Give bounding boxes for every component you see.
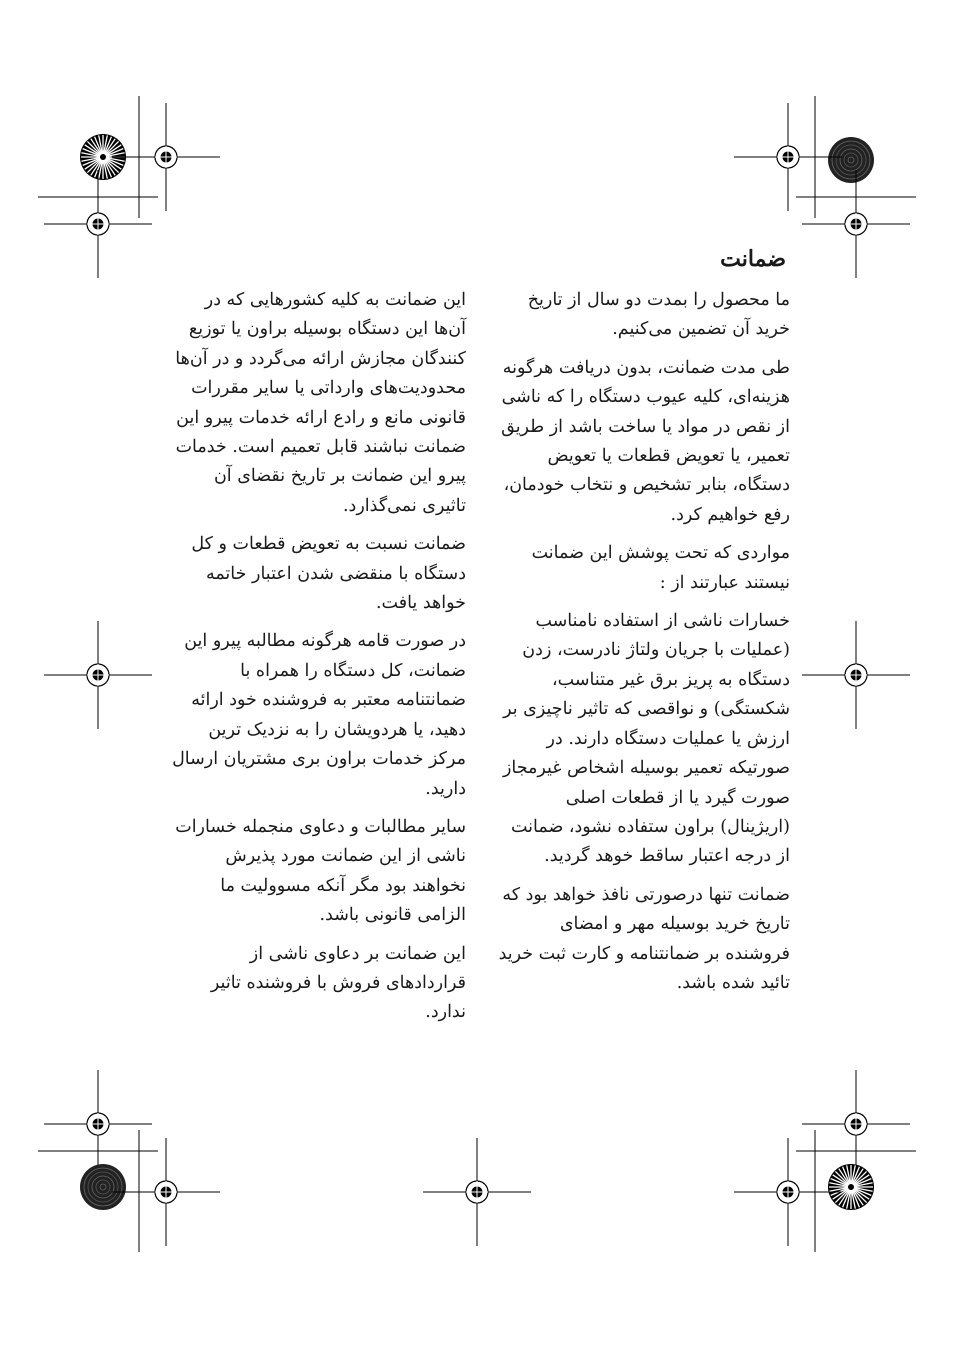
target-mark-top-left xyxy=(112,103,220,211)
page-title: ضمانت xyxy=(720,246,786,272)
target-mark-right-middle xyxy=(802,621,910,729)
target-mark-bottom-right xyxy=(734,1138,842,1246)
paragraph: ضمانت تنها درصورتی نافذ خواهد بود که تاریخ خرید بوسیله مهر و امضای فروشنده بر ضمانتنامه و کارت ثبت خرید تائید شده باشد. xyxy=(498,884,790,993)
paragraph: سایر مطالبات و دعاوی منجمله خسارات ناشی از این ضمانت مورد پذیرش نخواهند بود مگر آنکه مسوولیت ما الزامی قانونی باشد. xyxy=(175,816,466,926)
right-column xyxy=(494,286,790,1007)
paragraph: این ضمانت بر دعاوی ناشی از قراردادهای فروش با فروشنده تاثیر ندارد. xyxy=(210,943,466,1023)
paragraph: خسارات ناشی از استفاده نامناسب (عملیات با جریان ولتاژ نادرست، زدن دستگاه به پریز برق غیر متناسب، شکستگی) و نواقصی که تاثیر ناچیزی بر ارزش یا عملیات دستگاه دارند. در صورتیکه تعمیر بوسیله اشخاص غیرمجاز صورت گیرد یا از قطعات اصلی (اریژینال) براون ستفاده نشود، ضمانت از درجه اعتبار ساقط خوهد گردید. xyxy=(502,611,790,867)
moire-mark-top-right xyxy=(828,137,874,183)
paragraph: این ضمانت به کلیه کشورهایی که در آن‌ها این دستگاه بوسیله براون یا توزیع کنندگان مجازش ارائه می‌گردد و در آن‌ها محدودیت‌های وارداتی یا سایر مقررات قانونی مانع و رادع ارائه خدمات پیرو این ضمانت نباشند قابل تعمیم است. خدمات پیرو این ضمانت بر تاریخ نقضای آن تاثیری نمی‌گذارد. xyxy=(175,290,466,516)
paragraph: ضمانت نسبت به تعویض قطعات و کل دستگاه با منقضی شدن اعتبار خاتمه خواهد یافت. xyxy=(191,534,466,614)
target-mark-top-right xyxy=(734,103,842,211)
target-mark-top-right-lower xyxy=(802,170,910,278)
target-mark-bottom-center xyxy=(423,1138,531,1246)
paragraph: ما محصول را بمدت دو سال از تاریخ خرید آن تضمین می‌کنیم. xyxy=(527,290,790,340)
target-mark-bottom-left-upper xyxy=(44,1070,152,1178)
left-column xyxy=(170,286,466,1037)
target-mark-left-middle xyxy=(44,621,152,729)
paragraph: در صورت قامه هرگونه مطالبه پیرو این ضمانت، کل دستگاه را همراه با ضمانتنامه معتبر به فروشنده خود ارائه دهید، یا هردویشان را به نزدیک ترین مرکز خدمات براون بری مشتریان ارسال دارید. xyxy=(172,631,466,799)
target-mark-top-left-lower xyxy=(44,170,152,278)
target-mark-bottom-left xyxy=(112,1138,220,1246)
paragraph: مواردی که تحت پوشش این ضمانت نیستند عبارتند از : xyxy=(531,543,790,593)
star-mark-bottom-right xyxy=(828,1164,874,1210)
target-mark-bottom-right-upper xyxy=(802,1070,910,1178)
moire-mark-bottom-left xyxy=(80,1164,126,1210)
paragraph: طی مدت ضمانت، بدون دریافت هرگونه هزینه‌ای، کلیه عیوب دستگاه را که ناشی از نقص در مواد یا ساخت باشد از طریق تعمیر، یا تعویض قطعات یا تعویض دستگاه، بنابر تشخیص و نتخاب خودمان، رفع خواهیم کرد. xyxy=(501,357,790,525)
